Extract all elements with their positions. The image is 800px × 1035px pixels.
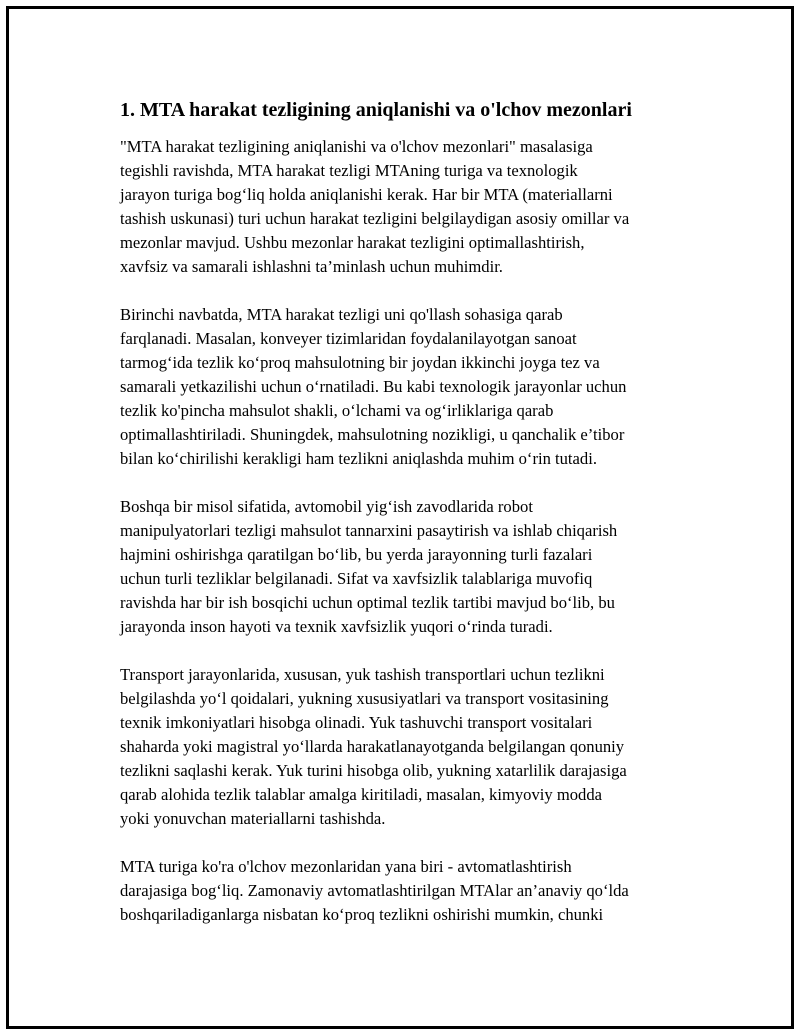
paragraph-2 — [120, 303, 700, 471]
text-line: optimallashtiriladi. Shuningdek, mahsulotning nozikligi, u qanchalik e’tibor — [120, 425, 625, 444]
text-line: darajasiga bog‘liq. Zamonaviy avtomatlashtirilgan MTAlar an’anaviy qo‘lda — [120, 881, 629, 900]
text-line: shaharda yoki magistral yo‘llarda harakatlanayotganda belgilangan qonuniy — [120, 737, 625, 756]
text-line: Transport jarayonlarida, xususan, yuk tashish transportlari uchun tezlikni — [120, 665, 605, 684]
document-page — [6, 6, 794, 1029]
text-line: yoki yonuvchan materiallarni tashishda. — [120, 809, 386, 828]
paragraph-5 — [120, 855, 700, 927]
text-line: Boshqa bir misol sifatida, avtomobil yig‘ish zavodlarida robot — [120, 497, 533, 516]
text-line: manipulyatorlari tezligi mahsulot tannarxini pasaytirish va ishlab chiqarish — [120, 521, 618, 540]
text-line: mezonlar mavjud. Ushbu mezonlar harakat tezligini optimallashtirish, — [120, 233, 585, 252]
paragraph-4 — [120, 663, 700, 831]
text-line: jarayonda inson hayoti va texnik xavfsizlik yuqori o‘rinda turadi. — [120, 617, 553, 636]
document-title: 1. MTA harakat tezligining aniqlanishi va o'lchov mezonlari — [120, 99, 632, 121]
text-line: samarali yetkazilishi uchun o‘rnatiladi. Bu kabi texnologik jarayonlar uchun — [120, 377, 627, 396]
text-line: boshqariladiganlarga nisbatan ko‘proq tezlikni oshirishi mumkin, chunki — [120, 905, 604, 924]
text-line: tezlikni saqlashi kerak. Yuk turini hisobga olib, yukning xatarlilik darajasiga — [120, 761, 627, 780]
text-line: uchun turli tezliklar belgilanadi. Sifat va xavfsizlik talablariga muvofiq — [120, 569, 593, 588]
document-content — [120, 97, 700, 951]
text-line: texnik imkoniyatlari hisobga olinadi. Yuk tashuvchi transport vositalari — [120, 713, 593, 732]
paragraph-1 — [120, 135, 700, 279]
text-line: belgilashda yo‘l qoidalari, yukning xususiyatlari va transport vositasining — [120, 689, 609, 708]
text-line: tarmog‘ida tezlik ko‘proq mahsulotning bir joydan ikkinchi joyga tez va — [120, 353, 600, 372]
text-line: farqlanadi. Masalan, konveyer tizimlaridan foydalanilayotgan sanoat — [120, 329, 577, 348]
text-line: xavfsiz va samarali ishlashni ta’minlash uchun muhimdir. — [120, 257, 503, 276]
text-line: hajmini oshirishga qaratilgan bo‘lib, bu yerda jarayonning turli fazalari — [120, 545, 593, 564]
text-line: bilan ko‘chirilishi kerakligi ham tezlikni aniqlashda muhim o‘rin tutadi. — [120, 449, 597, 468]
text-line: ravishda har bir ish bosqichi uchun optimal tezlik tartibi mavjud bo‘lib, bu — [120, 593, 615, 612]
paragraph-3 — [120, 495, 700, 639]
text-line: qarab alohida tezlik talablar amalga kiritiladi, masalan, kimyoviy modda — [120, 785, 602, 804]
text-line: jarayon turiga bog‘liq holda aniqlanishi kerak. Har bir MTA (materiallarni — [120, 185, 613, 204]
text-line: "MTA harakat tezligining aniqlanishi va o'lchov mezonlari" masalasiga — [120, 137, 593, 156]
text-line: tezlik ko'pincha mahsulot shakli, o‘lchami va og‘irliklariga qarab — [120, 401, 554, 420]
text-line: MTA turiga ko'ra o'lchov mezonlaridan yana biri - avtomatlashtirish — [120, 857, 572, 876]
text-line: tegishli ravishda, MTA harakat tezligi MTAning turiga va texnologik — [120, 161, 578, 180]
text-line: Birinchi navbatda, MTA harakat tezligi uni qo'llash sohasiga qarab — [120, 305, 563, 324]
text-line: tashish uskunasi) turi uchun harakat tezligini belgilaydigan asosiy omillar va — [120, 209, 630, 228]
